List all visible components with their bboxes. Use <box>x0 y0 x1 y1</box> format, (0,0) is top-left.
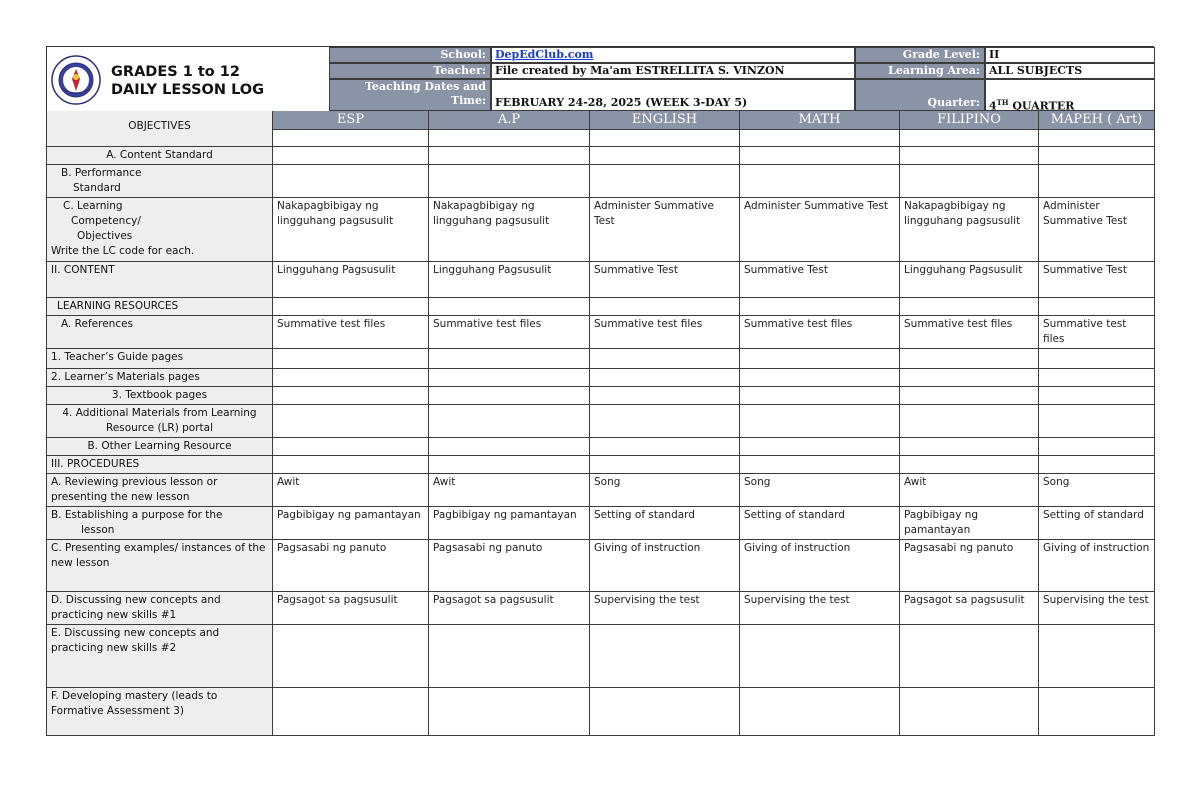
table-cell: Supervising the test <box>1039 592 1155 625</box>
table-cell <box>429 405 590 438</box>
row-label: B. Other Learning Resource <box>47 438 273 456</box>
table-row <box>47 147 1155 165</box>
dates-label-line-2: Time: <box>450 94 486 107</box>
table-cell: Summative test files <box>429 316 590 349</box>
table-cell: Song <box>1039 474 1155 507</box>
table-cell: Summative test files <box>740 316 900 349</box>
row-label-line: Resource (LR) portal <box>105 422 214 434</box>
area-label: Learning Area: <box>855 63 985 79</box>
table-cell: Supervising the test <box>740 592 900 625</box>
table-row <box>47 688 1155 736</box>
row-label: A. Reviewing previous lesson or presenting the new lesson <box>47 474 273 507</box>
table-cell <box>1039 456 1155 474</box>
table-cell: Awit <box>900 474 1039 507</box>
page-title <box>111 63 264 99</box>
subject-header: MAPEH ( Art) <box>1039 111 1155 130</box>
table-cell: Administer Summative Test <box>740 198 900 262</box>
table-cell <box>900 405 1039 438</box>
row-label-line: Competency/ <box>71 215 141 227</box>
table-cell: Song <box>590 474 740 507</box>
table-cell: Lingguhang Pagsusulit <box>273 262 429 298</box>
school-label: School: <box>329 47 491 63</box>
table-cell <box>740 405 900 438</box>
table-cell: Summative test files <box>273 316 429 349</box>
table-cell: Summative test files <box>590 316 740 349</box>
table-row <box>47 456 1155 474</box>
table-cell: Setting of standard <box>590 507 740 540</box>
table-row <box>47 262 1155 298</box>
table-cell <box>590 405 740 438</box>
table-cell <box>900 688 1039 736</box>
row-label <box>47 507 273 540</box>
row-label: C. Presenting examples/ instances of the new lesson <box>47 540 273 592</box>
table-row <box>47 438 1155 456</box>
lesson-table <box>46 110 1155 736</box>
row-label: E. Discussing new concepts and practicing new skills #2 <box>47 625 273 688</box>
table-cell <box>429 349 590 369</box>
title-line-1: GRADES 1 to 12 <box>111 64 240 80</box>
table-cell: Administer Summative Test <box>590 198 740 262</box>
table-cell <box>740 165 900 198</box>
table-cell: Awit <box>273 474 429 507</box>
header <box>46 46 1154 113</box>
grade-label: Grade Level: <box>855 47 985 63</box>
objectives-label: OBJECTIVES <box>47 111 273 147</box>
table-cell: Pagsagot sa pagsusulit <box>900 592 1039 625</box>
table-cell <box>273 688 429 736</box>
table-cell <box>1039 405 1155 438</box>
table-cell <box>590 625 740 688</box>
row-label-line: B. Performance <box>61 167 142 179</box>
table-cell <box>900 147 1039 165</box>
row-label: 1. Teacher’s Guide pages <box>47 349 273 369</box>
table-cell <box>429 298 590 316</box>
table-cell <box>740 387 900 405</box>
table-cell <box>429 369 590 387</box>
table-cell <box>900 438 1039 456</box>
quarter-label: Quarter: <box>855 79 985 111</box>
table-row <box>47 165 1155 198</box>
teacher-value: File created by Ma'am ESTRELLITA S. VINZON <box>491 63 855 79</box>
title-line-2: DAILY LESSON LOG <box>111 82 265 98</box>
table-row <box>47 369 1155 387</box>
table-cell <box>273 456 429 474</box>
row-label-line: lesson <box>81 524 115 536</box>
table-cell <box>1039 369 1155 387</box>
subject-header: ENGLISH <box>590 111 740 130</box>
row-label: LEARNING RESOURCES <box>47 298 273 316</box>
table-cell <box>590 147 740 165</box>
school-link[interactable]: DepEdClub.com <box>495 48 594 61</box>
table-cell <box>273 405 429 438</box>
table-cell <box>273 130 429 147</box>
table-row <box>47 405 1155 438</box>
table-cell <box>273 349 429 369</box>
table-row <box>47 474 1155 507</box>
row-label: 3. Textbook pages <box>47 387 273 405</box>
table-cell <box>429 688 590 736</box>
table-cell <box>1039 387 1155 405</box>
row-label <box>47 405 273 438</box>
table-row <box>47 592 1155 625</box>
title-block <box>47 47 329 111</box>
table-cell <box>273 298 429 316</box>
teacher-label: Teacher: <box>329 63 491 79</box>
subject-header: A.P <box>429 111 590 130</box>
row-label-line: Standard <box>73 182 121 194</box>
table-row <box>47 540 1155 592</box>
subject-header: ESP <box>273 111 429 130</box>
row-label: III. PROCEDURES <box>47 456 273 474</box>
table-cell: Summative test files <box>1039 316 1155 349</box>
table-cell <box>740 349 900 369</box>
table-cell <box>740 298 900 316</box>
table-cell <box>740 147 900 165</box>
quarter-word: QUARTER <box>1008 99 1075 113</box>
quarter-value <box>985 79 1155 111</box>
table-cell <box>1039 147 1155 165</box>
quarter-number: 4 <box>989 99 997 113</box>
table-cell <box>900 165 1039 198</box>
table-cell <box>900 130 1039 147</box>
table-row <box>47 298 1155 316</box>
school-value <box>491 47 855 63</box>
table-cell <box>1039 688 1155 736</box>
row-label-line: 4. Additional Materials from Learning <box>62 407 257 419</box>
table-cell <box>740 438 900 456</box>
table-cell <box>740 130 900 147</box>
table-cell: Lingguhang Pagsusulit <box>900 262 1039 298</box>
table-cell: Setting of standard <box>740 507 900 540</box>
row-label: A. Content Standard <box>47 147 273 165</box>
table-cell: Song <box>740 474 900 507</box>
table-cell: Giving of instruction <box>590 540 740 592</box>
row-label: 2. Learner’s Materials pages <box>47 369 273 387</box>
table-cell <box>1039 349 1155 369</box>
table-cell: Summative Test <box>590 262 740 298</box>
row-label: A. References <box>47 316 273 349</box>
table-cell <box>740 456 900 474</box>
table-row <box>47 387 1155 405</box>
table-cell: Pagsasabi ng panuto <box>429 540 590 592</box>
table-cell <box>1039 438 1155 456</box>
dates-label-line-1: Teaching Dates and <box>364 80 486 93</box>
table-cell <box>273 387 429 405</box>
table-cell <box>429 625 590 688</box>
dates-value: FEBRUARY 24-28, 2025 (WEEK 3-DAY 5) <box>491 79 855 111</box>
table-cell: Pagbibigay ng pamantayan <box>429 507 590 540</box>
table-cell: Pagsagot sa pagsusulit <box>273 592 429 625</box>
table-cell: Nakapagbibigay ng lingguhang pagsusulit <box>273 198 429 262</box>
table-row <box>47 349 1155 369</box>
row-label: F. Developing mastery (leads to Formative Assessment 3) <box>47 688 273 736</box>
row-label-line: Objectives <box>77 230 133 242</box>
table-cell: Giving of instruction <box>1039 540 1155 592</box>
subject-header: MATH <box>740 111 900 130</box>
table-cell <box>900 349 1039 369</box>
table-cell <box>273 147 429 165</box>
table-cell: Summative test files <box>900 316 1039 349</box>
daily-lesson-log <box>46 46 1154 736</box>
table-cell: Setting of standard <box>1039 507 1155 540</box>
table-row <box>47 507 1155 540</box>
table-cell <box>590 165 740 198</box>
table-cell <box>740 625 900 688</box>
row-label-line: B. Establishing a purpose for the <box>51 509 223 521</box>
row-label-line: C. Learning <box>63 200 123 212</box>
table-cell: Pagsagot sa pagsusulit <box>429 592 590 625</box>
table-cell: Awit <box>429 474 590 507</box>
table-cell <box>590 456 740 474</box>
table-row <box>47 316 1155 349</box>
table-cell <box>900 456 1039 474</box>
table-cell <box>740 369 900 387</box>
table-cell: Nakapagbibigay ng lingguhang pagsusulit <box>429 198 590 262</box>
table-cell: Nakapagbibigay ng lingguhang pagsusulit <box>900 198 1039 262</box>
table-cell <box>740 688 900 736</box>
table-cell <box>590 349 740 369</box>
table-cell <box>590 438 740 456</box>
table-cell <box>273 625 429 688</box>
table-cell: Pagsasabi ng panuto <box>273 540 429 592</box>
table-cell: Lingguhang Pagsusulit <box>429 262 590 298</box>
table-cell: Summative Test <box>1039 262 1155 298</box>
row-label: D. Discussing new concepts and practicing new skills #1 <box>47 592 273 625</box>
table-cell <box>429 130 590 147</box>
dates-label <box>329 79 491 111</box>
table-cell <box>900 625 1039 688</box>
table-cell <box>429 165 590 198</box>
table-cell: Administer Summative Test <box>1039 198 1155 262</box>
table-cell <box>429 456 590 474</box>
table-cell <box>1039 625 1155 688</box>
table-cell <box>900 387 1039 405</box>
table-cell <box>900 369 1039 387</box>
row-label <box>47 165 273 198</box>
row-label <box>47 198 273 262</box>
table-row <box>47 198 1155 262</box>
table-cell <box>590 369 740 387</box>
table-cell <box>429 387 590 405</box>
row-label-line: Write the LC code for each. <box>51 245 195 257</box>
area-value: ALL SUBJECTS <box>985 63 1155 79</box>
table-cell: Pagbibigay ng pamantayan <box>273 507 429 540</box>
quarter-suffix: TH <box>996 98 1009 107</box>
table-cell <box>273 438 429 456</box>
table-cell <box>1039 298 1155 316</box>
table-cell <box>1039 130 1155 147</box>
table-cell <box>429 438 590 456</box>
table-cell: Giving of instruction <box>740 540 900 592</box>
row-label: II. CONTENT <box>47 262 273 298</box>
subject-header: FILIPINO <box>900 111 1039 130</box>
table-cell <box>590 130 740 147</box>
table-cell: Supervising the test <box>590 592 740 625</box>
table-cell <box>900 298 1039 316</box>
table-row <box>47 625 1155 688</box>
deped-seal-icon <box>51 55 101 105</box>
table-cell: Summative Test <box>740 262 900 298</box>
table-cell <box>273 165 429 198</box>
grade-value: II <box>985 47 1155 63</box>
table-cell <box>590 688 740 736</box>
table-cell <box>429 147 590 165</box>
table-cell <box>1039 165 1155 198</box>
table-cell: Pagsasabi ng panuto <box>900 540 1039 592</box>
table-cell <box>590 387 740 405</box>
table-cell: Pagbibigay ng pamantayan <box>900 507 1039 540</box>
table-cell <box>590 298 740 316</box>
table-cell <box>273 369 429 387</box>
